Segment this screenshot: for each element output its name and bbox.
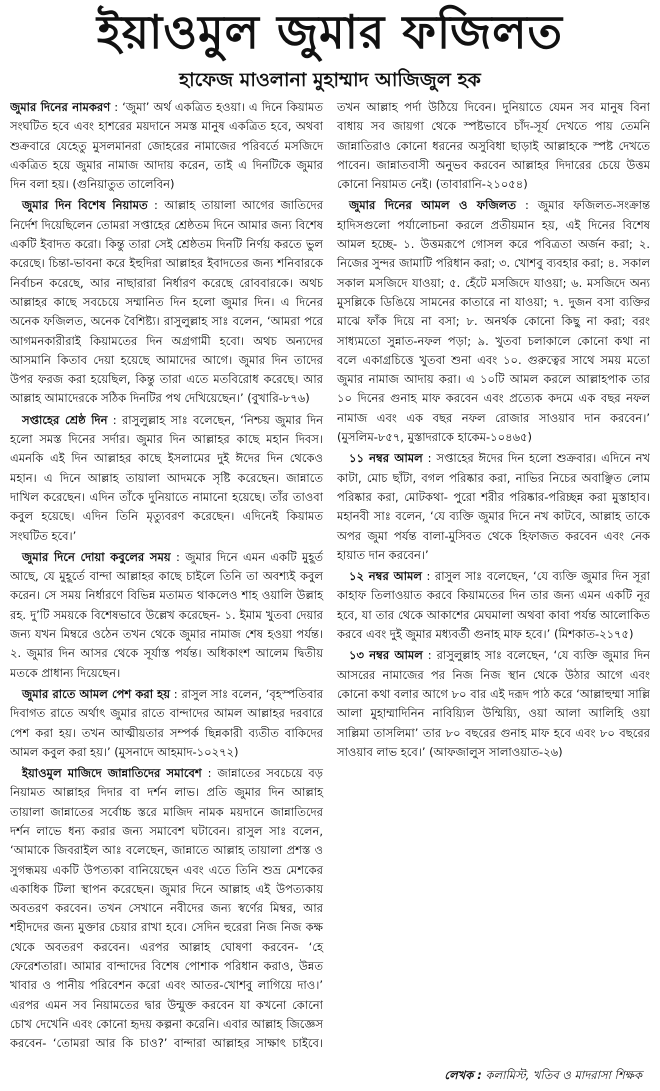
section-paragraph (10, 98, 323, 194)
article-section (337, 449, 650, 565)
section-paragraph (10, 685, 323, 762)
section-paragraph (10, 196, 323, 408)
article-section (10, 411, 323, 546)
author-note-text: কলামিস্ট, খতিব ও মাদরাসা শিক্ষক (485, 1068, 642, 1082)
article-section (337, 567, 650, 644)
article-section (10, 196, 323, 408)
section-paragraph (337, 567, 650, 644)
section-text: : আল্লাহ তায়ালা আগের জাতিদের নির্দেশ দিয়েছিলেন তোমরা সপ্তাহের শ্রেষ্ঠতম দিনে আমার জন্য বিশেষ একটি ইবাদত করো। কিন্তু তারা সেই শ্রেষ্ঠতম দিনটি নির্ণয় করতে ভুল করেছে। চিন্তা-ভাবনা করে ইহুদিরা আল্লাহর ইবাদতের জন্য শনিবারকে নির্বাচন করেছে, আর নাছারারা নির্ধারণ করেছে রোববারকে। অথচ আল্লাহর কাছে সবচেয়ে সম্মানিত দিন হলো জুমার দিন। এ দিনের অনেক ফজিলত, অনেক বৈশিষ্ট্য। রাসুলুল্লাহ সাঃ বলেন, ‘আমরা পরে আগমনকারীরাই কিয়ামতের দিন অগ্রগামী হবো। অথচ অন্যদের আসমানি কিতাব দেয়া হয়েছে আমাদের আগে। জুমার দিন তাদের উপর ফরজ করা হয়েছিল, কিন্তু তারা এতে মতবিরোধ করেছে। আর আল্লাহ আমাদেরকে সঠিক দিনটির পথ দেখিয়েছেন।’ (বুখারি-৮৭৬) (10, 198, 324, 406)
article-section (337, 646, 650, 762)
section-heading: জুমার দিনের নামকরণ (10, 100, 111, 114)
section-text: : রাসুল সাঃ বলেছেন, ‘যে ব্যক্তি জুমার দিন সূরা কাহাফ তিলাওয়াত করবে কিয়ামতের দিন তার জন্য এমন একটি নূর হবে, যা তার থেকে আকাশের মেঘমালা অথবা কাবা পর্যন্ত আলোকিত করবে এবং দুই জুমার মধ্যবর্তী গুনাহ মাফ হবে।’ (মিশকাত-২১৭৫) (337, 569, 650, 642)
section-text: : জান্নাতের সবচেয়ে বড় নিয়ামত আল্লাহর দিদার বা দর্শন লাভ। প্রতি জুমার দিন আল্লাহ তায়ালা জান্নাতের সর্বোচ্চ স্তরে মাজিদ নামক ময়দানে জান্নাতিদের দর্শন লাভে ধন্য করার জন্য সমাবেশ ঘটাবেন। রাসুল সাঃ বলেন, ‘আমাকে জিবরাইল আঃ বলেছেন, জান্নাতে আল্লাহ তায়ালা প্রশস্ত ও সুগন্ধময় একটি উপত্যকা বানিয়েছেন এবং এতে তিনি শুভ্র মেশকের একাধিক টিলা স্থাপন করেছেন। জুমার দিনে আল্লাহ এই উপত্যকায় অবতরণ করবেন। তখন সেখানে নবীদের জন্য স্বর্ণের মিম্বর, আর শহীদদের জন্য মুক্তার চেয়ার রাখা হবে। সেদিন হুরেরা নিজ নিজ কক্ষ থেকে অবতরণ করবেন। এরপর আল্লাহ ঘোষণা করবেন- ‘হে ফেরেশতারা। আমার বান্দাদের বিশেষ পোশাক পরিধান করাও, উন্নত খাবার ও পানীয় পরিবেশন করো এবং আতর-খোশবু লাগিয়ে দাও।’ এরপর এমন সব নিয়ামতের দ্বার উন্মুক্ত করবেন যা কখনো কোনো চোখ দেখেনি এবং কোনো হৃদয় কল্পনা করেনি। এবার আল্লাহ জিজ্ঞেস করবেন- ‘তোমরা আর কি চাও?’ বান্দারা আল্লাহর সাক্ষাৎ চাইবে। তখন আল্লাহ পর্দা উঠিয়ে দিবেন। দুনিয়াতে যেমন সব মানুষ বিনা বাধায় সব জায়গা থেকে স্পষ্টভাবে চাঁদ-সূর্য দেখতে পায় তেমনি জান্নাতিরাও কোনো ধরনের অসুবিধা ছাড়াই আল্লাহকে স্পষ্ট দেখতে পাবেন। জান্নাতবাসী অনুভব করবেন আল্লাহর দিদারের চেয়ে উত্তম কোনো নিয়ামত নেই। (তাবারানি-২১০৫৪) (10, 100, 650, 1051)
section-paragraph (337, 646, 650, 762)
section-heading: জুমার দিন বিশেষ নিয়ামত (22, 198, 148, 213)
article-section (337, 196, 650, 447)
section-heading: ইয়াওমুল মাজিদে জান্নাতিদের সমাবেশ (22, 766, 202, 781)
section-paragraph (10, 411, 323, 546)
article-section (10, 685, 323, 762)
section-text: : রাসুল সাঃ বলেন, ‘বৃহস্পতিবার দিবাগত রাতে অর্থাৎ জুমার রাতে বান্দাদের আমল আল্লাহর দরবারে পেশ করা হয়। তখন আত্মীয়তার সম্পর্ক ছিন্নকারী ব্যতীত বাকিদের আমল কবুল করা হয়।’ (মুসনাদে আহমাদ-১০২৭২) (10, 686, 324, 759)
section-text: : জুমার ফজিলত-সংক্রান্ত হাদিসগুলো পর্যালোচনা করলে প্রতীয়মান হয়, এই দিনের বিশেষ আমল হচ্ছে- ১. উত্তমরূপে গোসল করে পবিত্রতা অর্জন করা; ২. নিজের সুন্দর জামাটি পরিধান করা; ৩. খোশবু ব্যবহার করা; ৪. সকাল সকাল মসজিদে যাওয়া; ৫. হেঁটে মসজিদে যাওয়া; ৬. মসজিদে অন্য মুসল্লিকে ডিঙিয়ে সামনের কাতারে না যাওয়া; ৭. দুজন বসা ব্যক্তির মাঝে ফাঁক দিয়ে না বসা; ৮. অনর্থক কোনো কিছু না করা; বরং সাধ্যমতো সুন্নাত-নফল পড়া; ৯. খুতবা চলাকালে কোনো কথা না বলে একাগ্রচিত্তে খুতবা শুনা এবং ১০. গুরুত্বের সাথে সময় মতো জুমার নামাজ আদায় করা। এ ১০টি আমল করলে আল্লাহপাক তার ১০ দিনের গুনাহ মাফ করবেন এবং প্রত্যেক কদমে এক বছর নফল নামাজ এবং এক বছর নফল রোজার সাওয়াব দান করবেন।’ (মুসলিম-৮৫৭, মুস্তাদরাকে হাকেম-১০৪৬৫) (337, 198, 650, 445)
section-text: : ‘জুমা’ অর্থ একত্রিত হওয়া। এ দিনে কিয়ামত সংঘটিত হবে এবং হাশরের ময়দানে সমস্ত মানুষ একত্রিত হবে, অথবা শুক্রবারে যেহেতু মুসলমানরা জোহরের নামাজের পরিবর্তে মসজিদে একত্রিত হয়ে জুমার নামাজ আদায় করেন, তাই এ দিনটিকে জুমার দিন বলা হয়। (গুনিয়াতুত তালেবিন) (10, 100, 324, 192)
article-section (10, 548, 323, 683)
section-text: : রাসুলুল্লাহ সাঃ বলেছেন, ‘নিশ্চয় জুমার দিন হলো সমস্ত দিনের সর্দার। জুমার দিন আল্লাহর কাছে মহান দিবস। এমনকি এই দিন আল্লাহর কাছে ইসলামের দুই ঈদের দিন থেকেও মহান। এ দিনে আল্লাহ তায়ালা আদমকে সৃষ্টি করেছেন। জান্নাতে দাখিল করেছেন। এদিন তাঁকে দুনিয়াতে নামানো হয়েছে। তাঁর তাওবা কবুল হয়েছে। এদিন তিনি মৃত্যুবরণ করেছেন। এদিনেই কিয়ামত সংঘটিত হবে।’ (10, 412, 323, 543)
section-paragraph (10, 548, 323, 683)
section-paragraph (337, 449, 650, 565)
section-paragraph (337, 196, 650, 447)
section-text: : সপ্তাহের ঈদের দিন হলো শুক্রবার। এদিনে নখ কাটা, মোচ ছাঁটা, বগল পরিষ্কার করা, নাভির নিচের অবাঞ্ছিত লোম পরিষ্কার করা, মোটকথা- পুরো শরীর পরিষ্কার-পরিচ্ছন্ন করা মুস্তাহাব। মহানবী সাঃ বলেন, ‘যে ব্যক্তি জুমার দিনে নখ কাটবে, আল্লাহ তাকে অপর জুমা পর্যন্ত বালা-মুসিবত থেকে হিফাজত করবেন এবং নেক হায়াত দান করবেন।’ (337, 451, 650, 562)
section-heading: ১৩ নম্বর আমল (349, 648, 423, 663)
article-headline: ইয়াওমুল জুমার ফজিলত (96, 5, 564, 59)
author-note (444, 1066, 642, 1084)
section-heading: জুমার দিনে দোয়া কবুলের সময় (22, 549, 171, 564)
section-heading: সপ্তাহের শ্রেষ্ঠ দিন (22, 412, 108, 427)
section-heading: জুমার দিনের আমল ও ফজিলত (349, 198, 516, 213)
section-heading: ১২ নম্বর আমল (349, 569, 422, 584)
author-byline: হাফেজ মাওলানা মুহাম্মাদ আজিজুল হক (179, 69, 481, 91)
section-heading: ১১ নম্বর আমল (349, 451, 423, 466)
section-text: : জুমার দিনে এমন একটি মুহূর্ত আছে, যে মুহূর্তে বান্দা আল্লাহর কাছে চাইলে তিনি তা অবশ্যই কবুল করেন। সে সময় নির্ধারণে বিভিন্ন মতামত থাকলেও শাহ ওয়ালি উল্লাহ রহ. দু’টি সময়কে বিশেষভাবে উল্লেখ করেছেন- ১. ইমাম খুতবা দেয়ার জন্য যখন মিম্বরে ওঠেন তখন থেকে জুমার নামাজ শেষ হওয়া পর্যন্ত। ২. জুমার দিন আসর থেকে সূর্যাস্ত পর্যন্ত। অধিকাংশ আলেম দ্বিতীয় মতকে প্রাধান্য দিয়েছেন। (10, 549, 323, 680)
article-section (10, 98, 323, 194)
section-text: : রাসুলুল্লাহ সাঃ বলেছেন, ‘যে ব্যক্তি জুমার দিন আসরের নামাজের পর নিজ নিজ স্থান থেকে উঠার আগে এবং কোনো কথা বলার আগে ৮০ বার এই দরূদ পাঠ করে ‘আল্লাহুম্মা সাল্লি আলা মুহাম্মাদিনিন নাবিয়্যিল উম্মিয়্যি, ওয়া আলা আলিহি ওয়া সাল্লিমা তাসলিমা’ তার ৮০ বছরের গুনাহ মাফ হবে এবং ৮০ বছরের সাওয়াব লাভ হবে।’ (আফজালুস সালাওয়াত-২৬) (337, 648, 650, 759)
section-heading: জুমার রাতে আমল পেশ করা হয় (22, 686, 171, 701)
article-body (10, 98, 650, 1064)
author-note-label: লেখক : (444, 1068, 482, 1082)
